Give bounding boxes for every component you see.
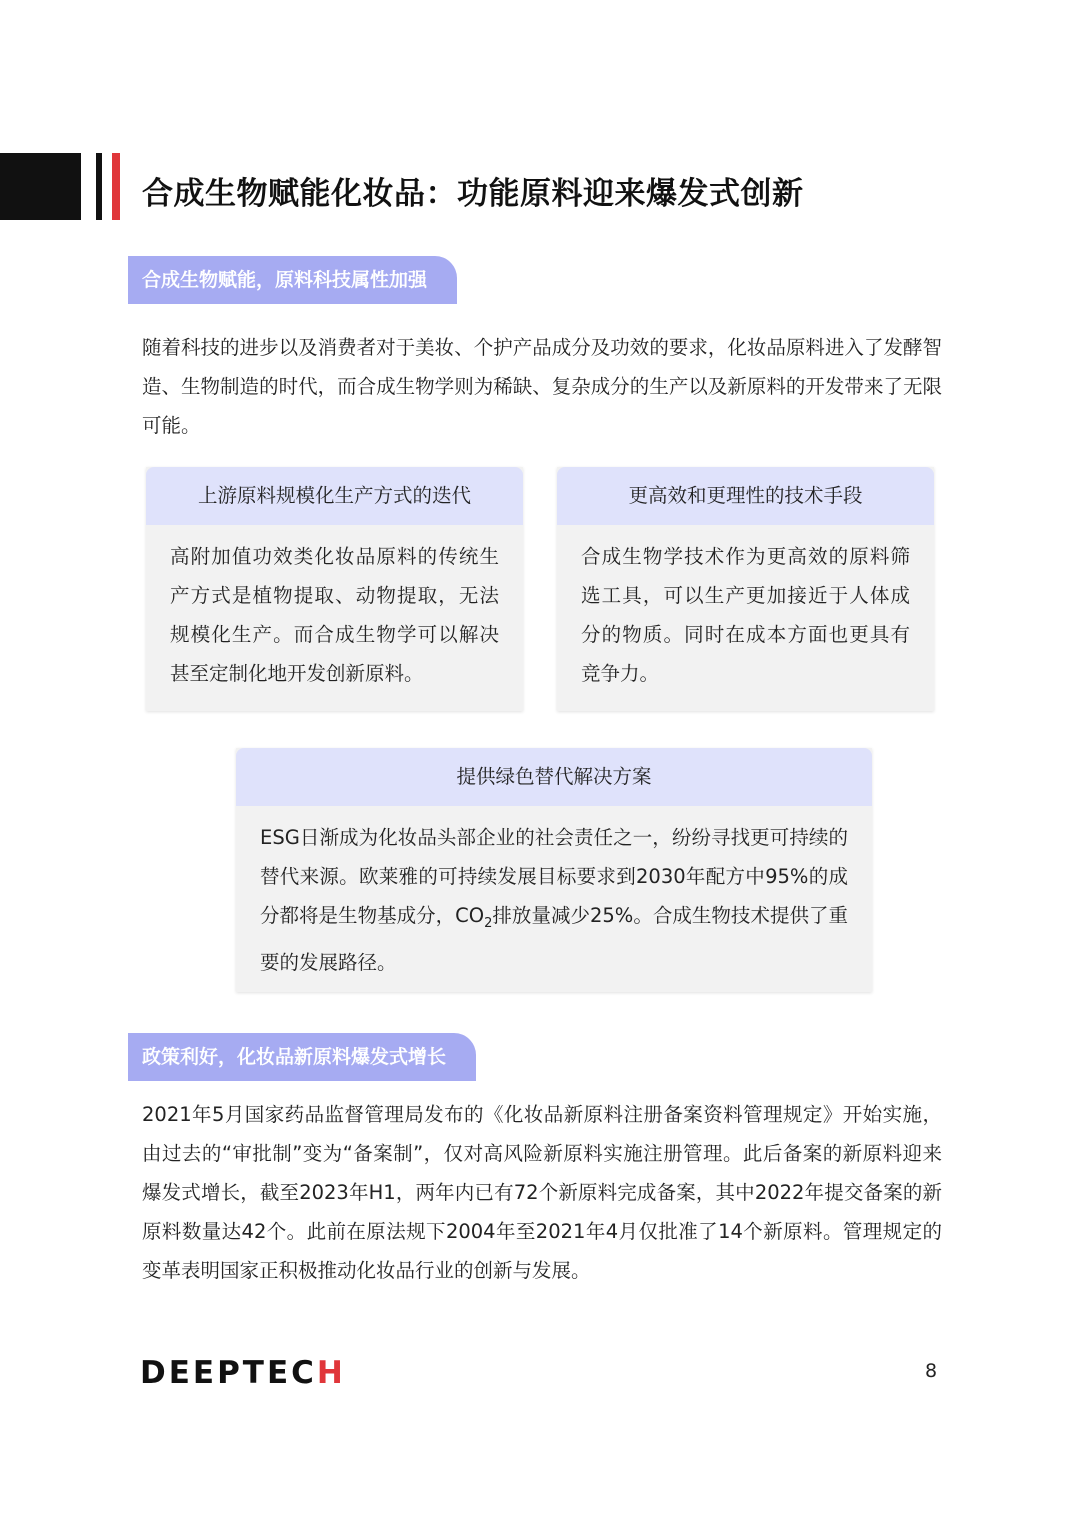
card-upstream-body: 高附加值功效类化妆品原料的传统生产方式是植物提取、动物提取，无法规模化生产。而合成生物学可以解决甚至定制化地开发创新原料。 [170,545,499,685]
card-efficient-tech [557,467,934,711]
header-black-block [0,153,81,220]
logo-accent-letter: H [316,1355,346,1391]
section-tag-synbio: 合成生物赋能，原料科技属性加强 [128,256,457,304]
policy-paragraph: 2021年5月国家药品监督管理局发布的《化妆品新原料注册备案资料管理规定》开始实施，由过去的“审批制”变为“备案制”，仅对高风险新原料实施注册管理。此后备案的新原料迎来爆发式增长，截至2023年H1，两年内已有72个新原料完成备案，其中2022年提交备案的新原料数量达42个。此前在原法规下2004年至2021年4月仅批准了14个新原料。管理规定的变革表明国家正积极推动化妆品行业的创新与发展。 [142,1103,942,1282]
co2-subscript: 2 [484,915,493,931]
card-green-alternative [236,748,872,992]
logo-main-text: DEEPTEC [140,1355,317,1391]
page-number: 8 [925,1360,938,1382]
card-efficient-tech-title: 更高效和更理性的技术手段 [557,467,934,525]
green-body-part2: 排放量减少25%。合成生物技术提供了重要的发展路径。 [260,904,849,974]
card-efficient-tech-body: 合成生物学技术作为更高效的原料筛选工具，可以生产更加接近于人体成分的物质。同时在成本方面也更具有竞争力。 [581,545,910,685]
card-green-alternative-body [236,806,872,982]
header-red-bar [112,153,120,220]
green-body-part1: ESG日渐成为化妆品头部企业的社会责任之一，纷纷寻找更可持续的替代来源。欧莱雅的可持续发展目标要求到2030年配方中95%的成分都将是生物基成分，CO [260,826,848,927]
deeptech-logo [140,1355,346,1391]
page-title: 合成生物赋能化妆品：功能原料迎来爆发式创新 [142,176,804,212]
card-green-alternative-title: 提供绿色替代解决方案 [236,748,872,806]
header-black-bar [96,153,102,220]
card-upstream [146,467,523,711]
section-tag-policy: 政策利好，化妆品新原料爆发式增长 [128,1033,476,1081]
card-upstream-title: 上游原料规模化生产方式的迭代 [146,467,523,525]
intro-paragraph: 随着科技的进步以及消费者对于美妆、个护产品成分及功效的要求，化妆品原料进入了发酵智造、生物制造的时代，而合成生物学则为稀缺、复杂成分的生产以及新原料的开发带来了无限可能。 [142,336,942,437]
